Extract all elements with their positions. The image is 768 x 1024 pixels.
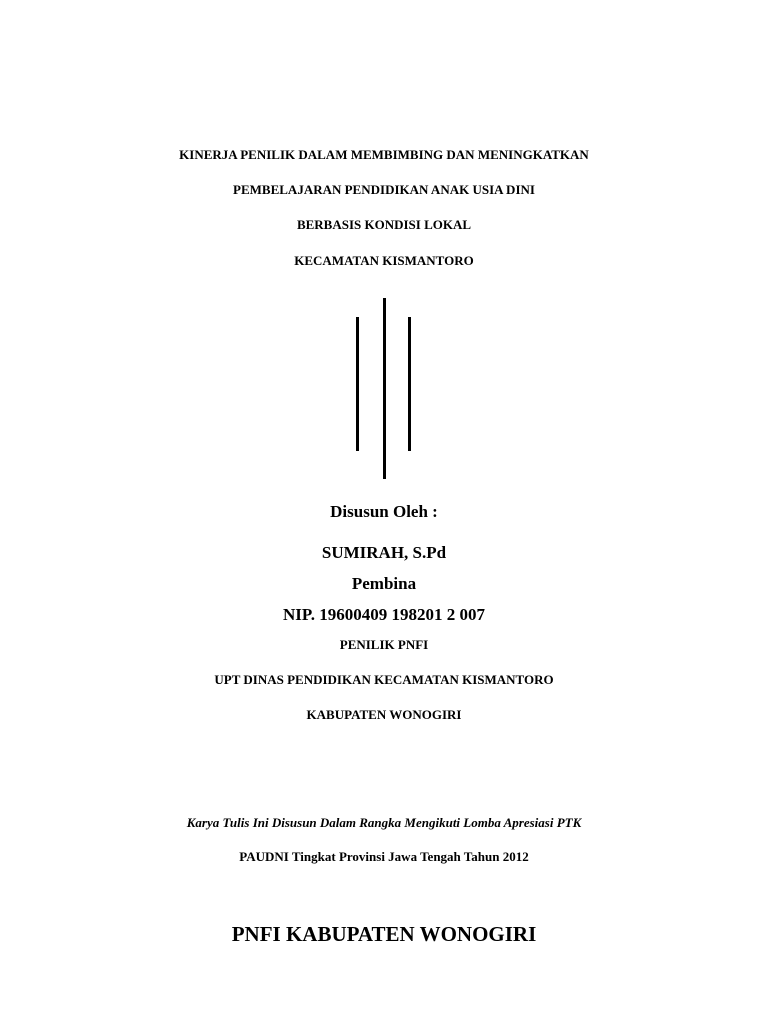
note-line-2: PAUDNI Tingkat Provinsi Jawa Tengah Tahun 2012	[239, 849, 529, 864]
title-line-1: KINERJA PENILIK DALAM MEMBIMBING DAN MENINGKATKAN	[179, 147, 589, 162]
decorative-line-center	[383, 298, 386, 479]
author-rank: Pembina	[351, 574, 417, 593]
author-heading: Disusun Oleh :	[330, 502, 438, 521]
author-nip: NIP. 19600409 198201 2 007	[283, 605, 485, 624]
title-line-4: KECAMATAN KISMANTORO	[294, 253, 474, 268]
decorative-line-right	[408, 317, 411, 451]
author-position: PENILIK PNFI	[339, 637, 429, 652]
author-name: SUMIRAH, S.Pd	[321, 543, 447, 562]
footer-institution: PNFI KABUPATEN WONOGIRI	[231, 922, 537, 946]
title-line-3: BERBASIS KONDISI LOKAL	[296, 217, 472, 232]
note-line-1: Karya Tulis Ini Disusun Dalam Rangka Mengikuti Lomba Apresiasi PTK	[186, 815, 582, 830]
author-office: UPT DINAS PENDIDIKAN KECAMATAN KISMANTORO	[214, 672, 554, 687]
decorative-line-left	[356, 317, 359, 451]
author-regency: KABUPATEN WONOGIRI	[306, 707, 462, 722]
title-line-2: PEMBELAJARAN PENDIDIKAN ANAK USIA DINI	[233, 182, 535, 197]
